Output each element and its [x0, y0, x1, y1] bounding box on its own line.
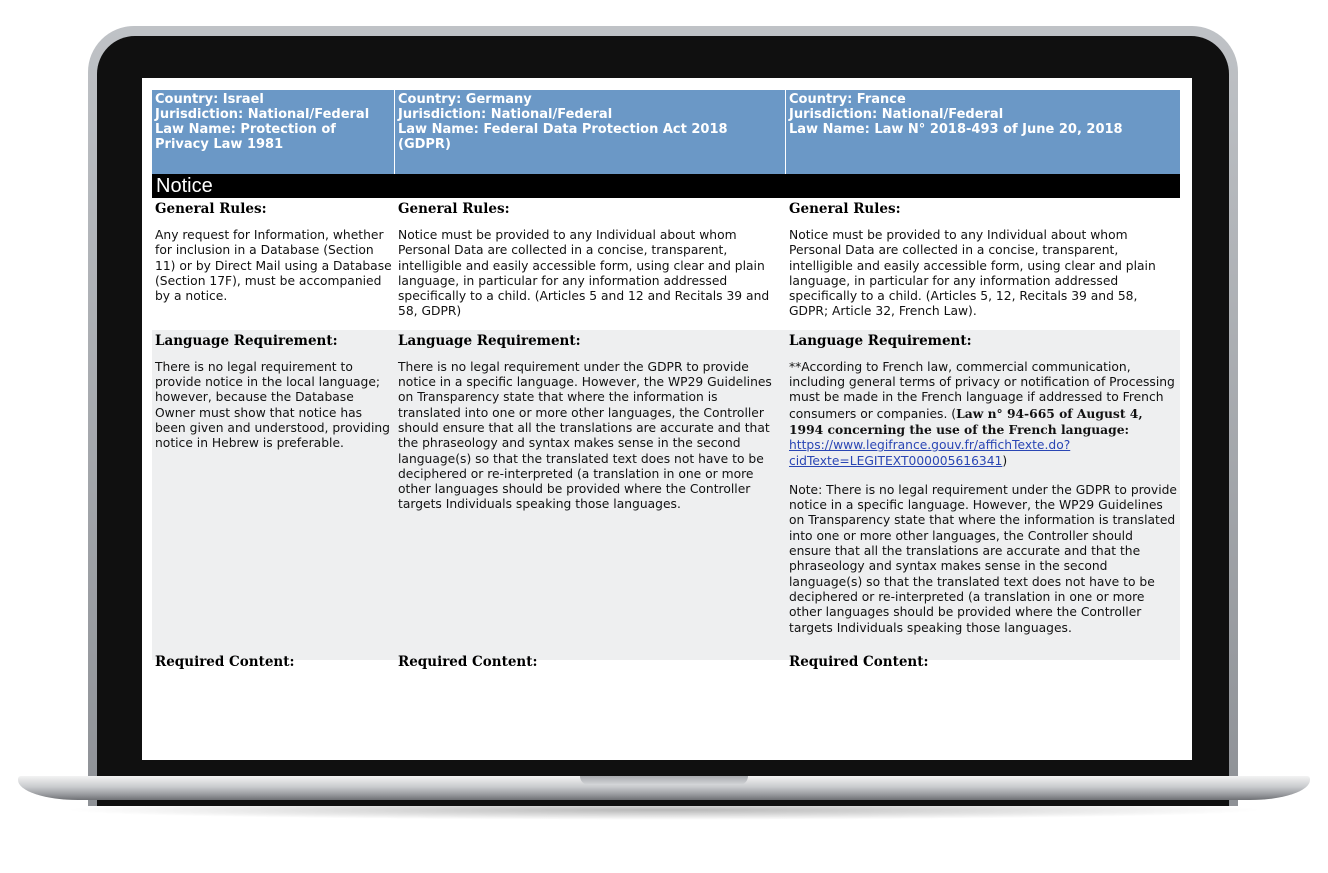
laptop-screen	[142, 78, 1192, 760]
next-heading-israel: Required Content:	[155, 653, 295, 670]
header-israel: Country: Israel Jurisdiction: National/Federal Law Name: Protection of Privacy Law 1981	[152, 90, 395, 174]
language-france-paragraph-1: **According to French law, commercial communication, including general terms of privacy or notification of Processing must be made in the French language if addressed to French consumers or companies. (Law n° 94-665 of August 4, 1994 concerning the use of the French language: https://www.legifrance.gouv.fr/affichTexte.do?cidTexte=LEGITEXT000005616341)	[789, 359, 1175, 468]
general-rules-france: Notice must be provided to any Individual about whom Personal Data are collected in a concise, transparent, intelligible and easily accessible form, using clear and plain language, in particular for any information addressed specifically to a child. (Articles 5, 12, Recitals 39 and 58, GDPR; Article 32, French Law).	[789, 228, 1156, 319]
general-rules-heading-israel: General Rules:	[155, 201, 267, 217]
next-heading-france: Required Content:	[789, 653, 929, 670]
language-heading-germany: Language Requirement:	[398, 332, 581, 349]
general-rules-heading-france: General Rules:	[789, 201, 901, 217]
french-law-citation: Law n° 94-665 of August 4, 1994 concerning the use of the French language:	[789, 405, 1143, 437]
table-header	[152, 90, 1180, 174]
header-germany: Country: Germany Jurisdiction: National/Federal Law Name: Federal Data Protection Act 2018 (GDPR)	[395, 90, 786, 174]
general-rules-germany: Notice must be provided to any Individual about whom Personal Data are collected in a concise, transparent, intelligible and easily accessible form, using clear and plain language, in particular for any information addressed specifically to a child. (Articles 5 and 12 and Recitals 39 and 58, GDPR)	[398, 228, 770, 319]
language-israel: There is no legal requirement to provide notice in the local language; however, because the Database Owner must show that notice has been given and understood, providing notice in Hebrew is preferable.	[155, 359, 390, 451]
laptop-notch	[580, 776, 748, 785]
header-france: Country: France Jurisdiction: National/Federal Law Name: Law N° 2018-493 of June 20, 2018	[789, 92, 1123, 137]
language-france-paragraph-2: Note: There is no legal requirement under the GDPR to provide notice in a specific language. However, the WP29 Guidelines on Transparency state that where the information is translated into one or more other languages, the Controller should ensure that all the translations are accurate and that the phraseology and syntax makes sense in the second language(s) so that the translated text does not have to be deciphered or re-interpreted (a translation in one or more other languages should be provided where the Controller targets Individuals speaking those languages.	[789, 482, 1177, 635]
language-requirement-block	[152, 330, 1180, 670]
general-rules-heading-germany: General Rules:	[398, 201, 510, 217]
language-heading-france: Language Requirement:	[789, 332, 972, 349]
language-france	[786, 360, 1180, 650]
general-rules-israel: Any request for Information, whether for inclusion in a Database (Section 11) or by Direct Mail using a Database (Section 17F), must be accompanied by a notice.	[155, 228, 392, 304]
next-heading-germany: Required Content:	[398, 653, 538, 670]
section-title-notice: Notice	[152, 174, 1180, 198]
general-rules-block	[152, 198, 1180, 330]
language-germany: There is no legal requirement under the GDPR to provide notice in a specific language. However, the WP29 Guidelines on Transparency state that where the information is translated into one or more other languages, the Controller should ensure that all the translations are accurate and that the phraseology and syntax makes sense in the second language(s) so that the translated text does not have to be deciphered or re-interpreted (a translation in one or more other languages should be provided where the Controller targets Individuals speaking those languages.	[398, 359, 772, 512]
language-heading-israel: Language Requirement:	[155, 332, 338, 349]
document	[152, 90, 1180, 670]
legifrance-link[interactable]: https://www.legifrance.gouv.fr/affichTexte.do?cidTexte=LEGITEXT000005616341	[789, 438, 1071, 468]
